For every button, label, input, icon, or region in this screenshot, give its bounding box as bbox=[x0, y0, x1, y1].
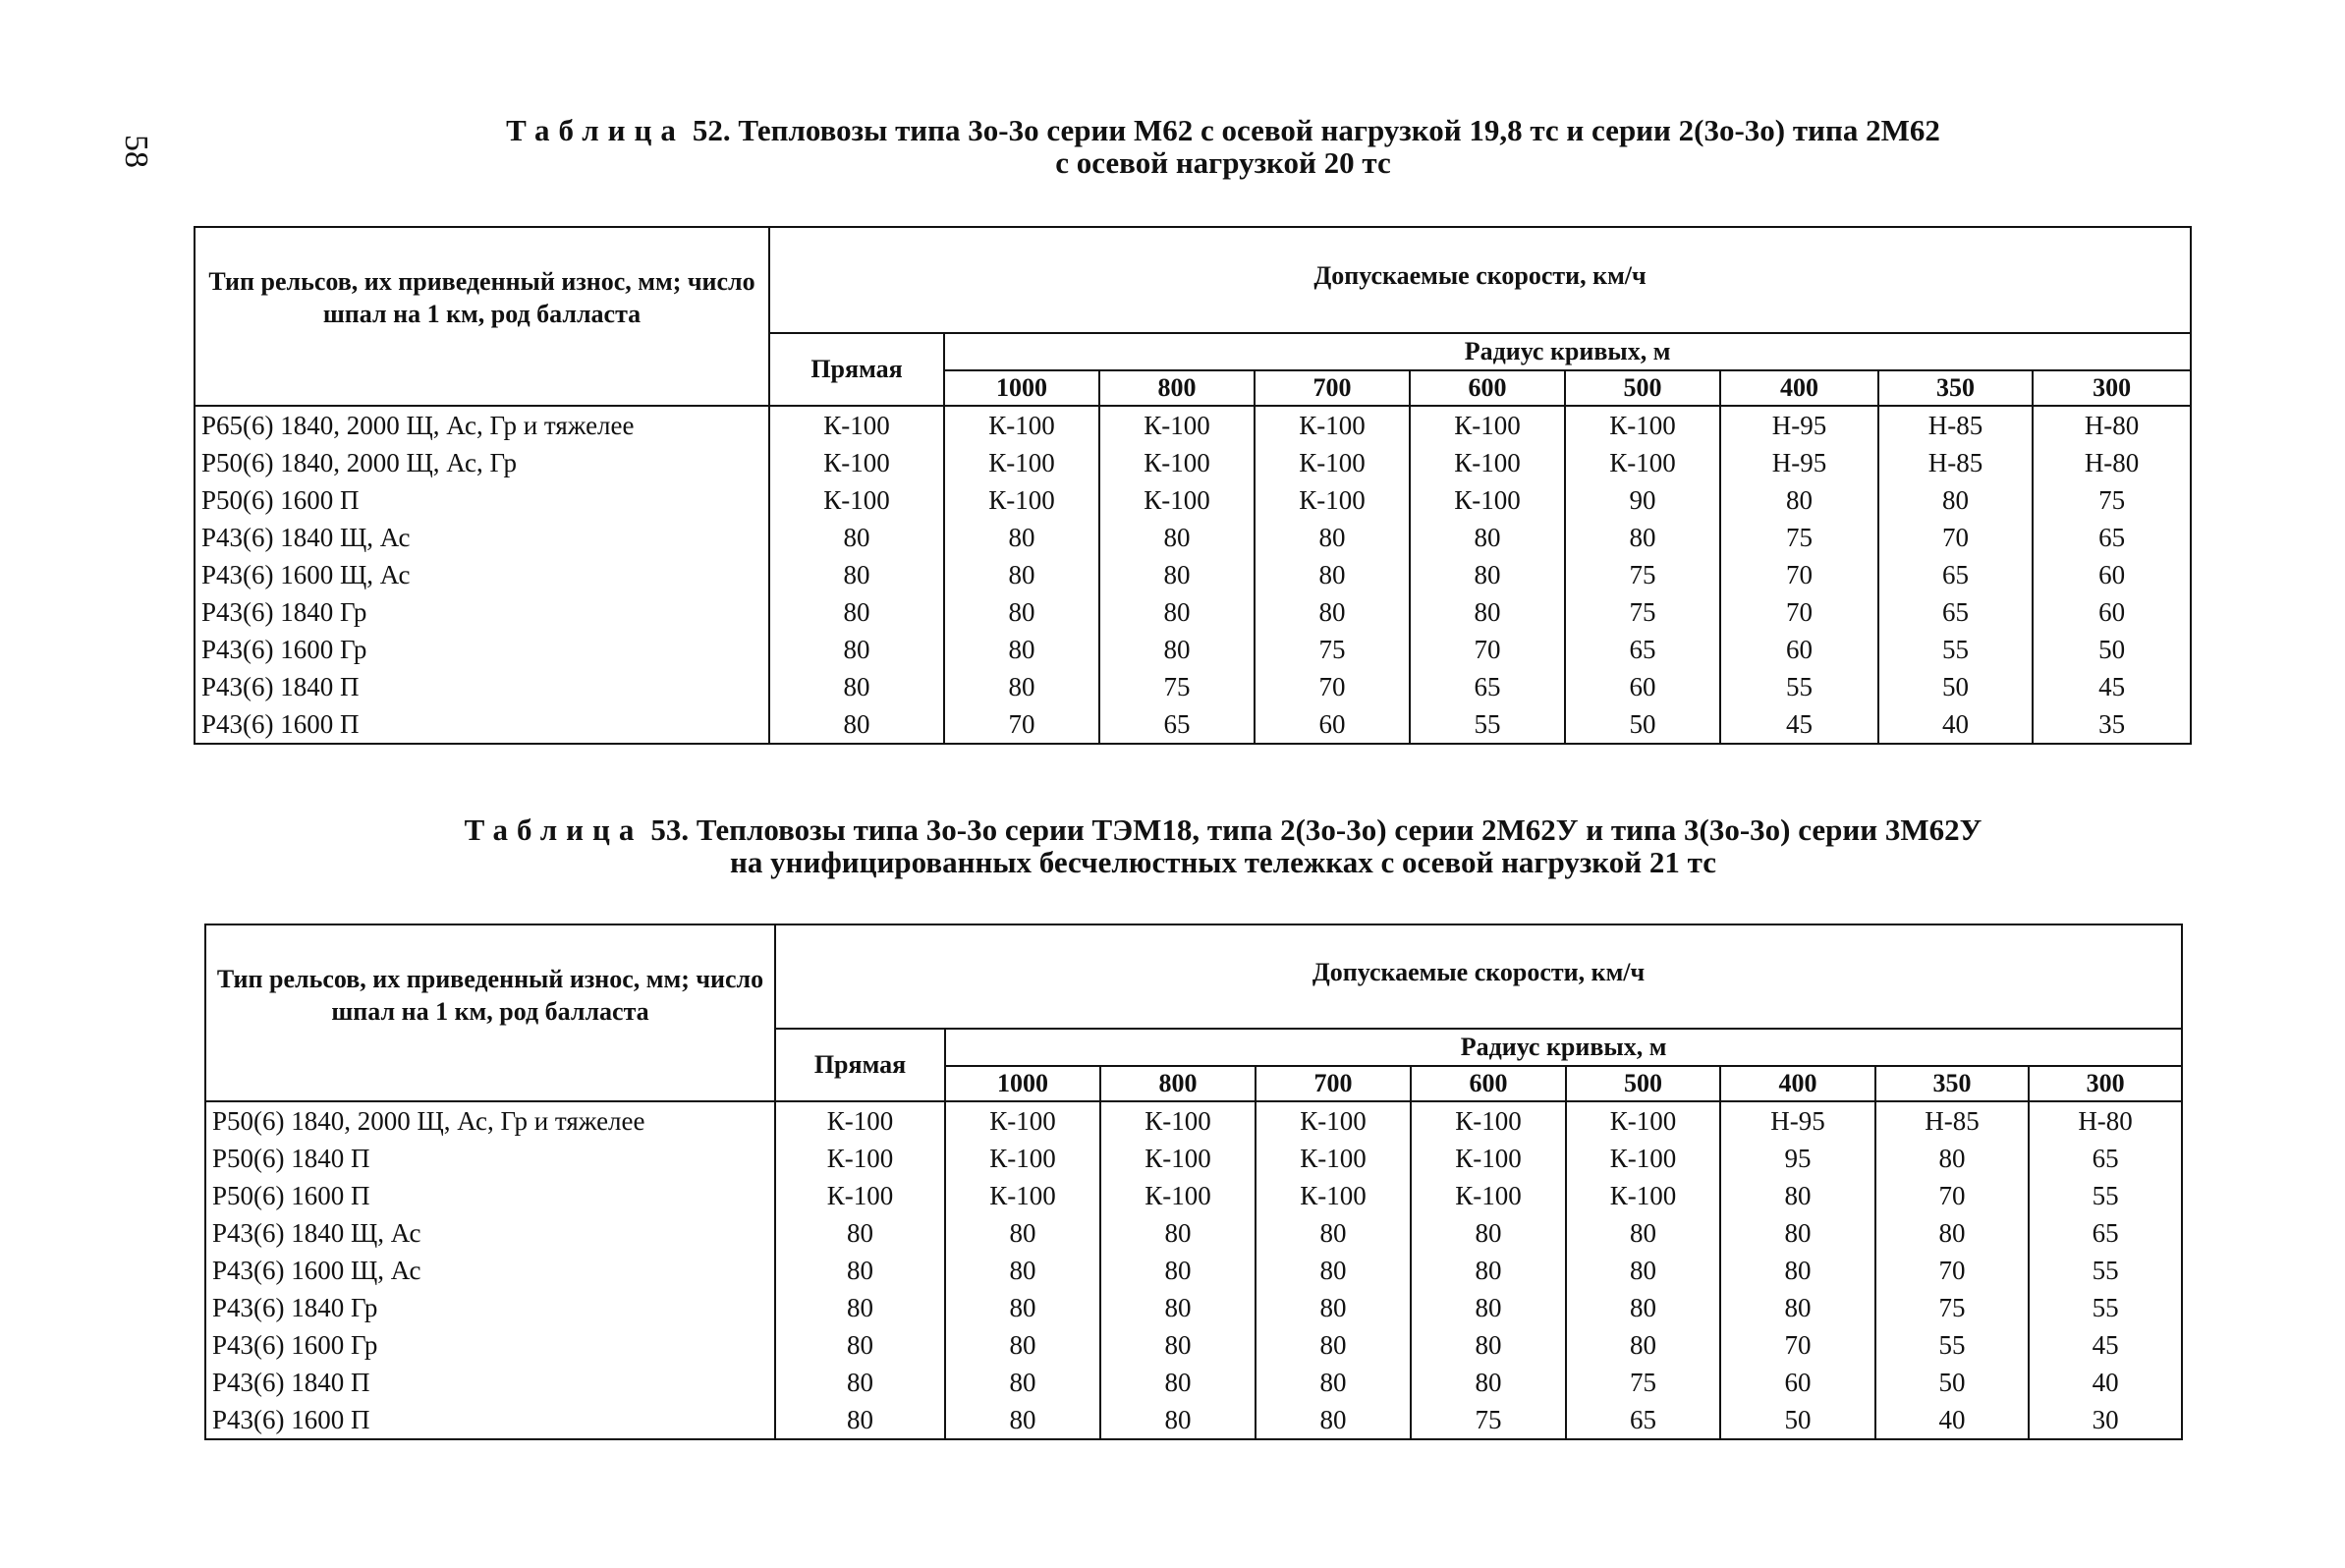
rail-type-cell: Р50(6) 1840, 2000 Щ, Ас, Гр и тяжелее bbox=[205, 1101, 775, 1140]
curve-speed-cell: Н-85 bbox=[1878, 406, 2033, 444]
curve-speed-cell: 80 bbox=[1256, 1364, 1411, 1401]
curve-speed-cell: Н-80 bbox=[2033, 444, 2191, 481]
curve-speed-cell: 75 bbox=[1720, 519, 1878, 556]
curve-speed-cell: 80 bbox=[1099, 631, 1255, 668]
curve-speed-cell: 70 bbox=[1720, 556, 1878, 593]
curve-speed-cell: 80 bbox=[1411, 1364, 1566, 1401]
rail-type-cell: Р43(6) 1600 П bbox=[205, 1401, 775, 1439]
curve-speed-cell: 75 bbox=[1875, 1289, 2029, 1326]
curve-speed-cell: К-100 bbox=[1410, 406, 1565, 444]
table-row bbox=[205, 1177, 2182, 1214]
curve-speed-cell: 80 bbox=[1255, 593, 1410, 631]
straight-speed-cell: К-100 bbox=[775, 1177, 945, 1214]
curve-speed-cell: 75 bbox=[1411, 1401, 1566, 1439]
curve-speed-cell: К-100 bbox=[944, 481, 1099, 519]
curve-speed-cell: 65 bbox=[1410, 668, 1565, 705]
table-row bbox=[195, 631, 2191, 668]
curve-speed-cell: 80 bbox=[1720, 481, 1878, 519]
curve-speed-cell: 80 bbox=[1875, 1214, 2029, 1252]
speed-table-53 bbox=[204, 924, 2183, 1440]
curve-speed-cell: 95 bbox=[1720, 1140, 1875, 1177]
radius-300-header: 300 bbox=[2029, 1066, 2182, 1101]
curve-speed-cell: 35 bbox=[2033, 705, 2191, 744]
curve-speed-cell: 80 bbox=[1720, 1214, 1875, 1252]
straight-speed-cell: К-100 bbox=[769, 481, 944, 519]
curve-speed-cell: 80 bbox=[1411, 1326, 1566, 1364]
curve-speed-cell: 70 bbox=[1875, 1252, 2029, 1289]
curve-speed-cell: К-100 bbox=[1411, 1177, 1566, 1214]
curve-speed-cell: 80 bbox=[1566, 1214, 1720, 1252]
curve-radius-header: Радиус кривых, м bbox=[944, 333, 2191, 370]
curve-speed-cell: 80 bbox=[1256, 1326, 1411, 1364]
curve-speed-cell: 60 bbox=[2033, 593, 2191, 631]
straight-track-header: Прямая bbox=[769, 333, 944, 406]
table-53-caption-line-2: на унифицированных бесчелюстных тележках с осевой нагрузкой 21 тс bbox=[730, 845, 1716, 879]
curve-speed-cell: 80 bbox=[1100, 1252, 1256, 1289]
curve-speed-cell: 80 bbox=[1100, 1289, 1256, 1326]
curve-speed-cell: 55 bbox=[2029, 1252, 2182, 1289]
curve-speed-cell: К-100 bbox=[1255, 406, 1410, 444]
curve-speed-cell: 50 bbox=[1720, 1401, 1875, 1439]
straight-speed-cell: 80 bbox=[769, 668, 944, 705]
table-52-caption-line-2: с осевой нагрузкой 20 тс bbox=[1055, 145, 1391, 180]
rail-type-cell: Р65(6) 1840, 2000 Щ, Ас, Гр и тяжелее bbox=[195, 406, 769, 444]
curve-speed-cell: 75 bbox=[1565, 593, 1720, 631]
curve-speed-cell: К-100 bbox=[1256, 1177, 1411, 1214]
radius-700-header: 700 bbox=[1256, 1066, 1411, 1101]
rail-type-cell: Р43(6) 1840 Щ, Ас bbox=[195, 519, 769, 556]
curve-speed-cell: 80 bbox=[1878, 481, 2033, 519]
radius-600-header: 600 bbox=[1410, 370, 1565, 406]
curve-speed-cell: 30 bbox=[2029, 1401, 2182, 1439]
curve-speed-cell: 80 bbox=[1256, 1214, 1411, 1252]
curve-speed-cell: К-100 bbox=[1099, 481, 1255, 519]
curve-speed-cell: 80 bbox=[1255, 519, 1410, 556]
rail-type-header: Тип рельсов, их приведенный износ, мм; число шпал на 1 км, род балласта bbox=[205, 924, 775, 1101]
curve-speed-cell: К-100 bbox=[1566, 1177, 1720, 1214]
curve-speed-cell: 80 bbox=[1566, 1289, 1720, 1326]
rail-type-cell: Р43(6) 1840 П bbox=[205, 1364, 775, 1401]
curve-speed-cell: 80 bbox=[1411, 1289, 1566, 1326]
curve-speed-cell: 55 bbox=[2029, 1289, 2182, 1326]
straight-speed-cell: К-100 bbox=[769, 406, 944, 444]
curve-speed-cell: 80 bbox=[1411, 1214, 1566, 1252]
rail-type-cell: Р50(6) 1600 П bbox=[195, 481, 769, 519]
curve-speed-cell: 80 bbox=[1410, 556, 1565, 593]
table-row bbox=[195, 593, 2191, 631]
curve-speed-cell: 80 bbox=[1100, 1364, 1256, 1401]
curve-speed-cell: 75 bbox=[1566, 1364, 1720, 1401]
rail-type-cell: Р50(6) 1840, 2000 Щ, Ас, Гр bbox=[195, 444, 769, 481]
curve-speed-cell: 80 bbox=[1255, 556, 1410, 593]
table-row bbox=[205, 1101, 2182, 1140]
table-row bbox=[195, 444, 2191, 481]
curve-speed-cell: 65 bbox=[2029, 1214, 2182, 1252]
curve-speed-cell: К-100 bbox=[944, 444, 1099, 481]
straight-speed-cell: К-100 bbox=[775, 1101, 945, 1140]
curve-speed-cell: 80 bbox=[945, 1326, 1100, 1364]
curve-speed-cell: 70 bbox=[944, 705, 1099, 744]
curve-speed-cell: К-100 bbox=[1100, 1101, 1256, 1140]
rail-type-cell: Р43(6) 1840 Щ, Ас bbox=[205, 1214, 775, 1252]
curve-speed-cell: 40 bbox=[1875, 1401, 2029, 1439]
curve-speed-cell: 80 bbox=[1566, 1252, 1720, 1289]
curve-speed-cell: 80 bbox=[945, 1252, 1100, 1289]
curve-speed-cell: 50 bbox=[2033, 631, 2191, 668]
radius-1000-header: 1000 bbox=[944, 370, 1099, 406]
curve-speed-cell: 45 bbox=[2033, 668, 2191, 705]
curve-speed-cell: 40 bbox=[1878, 705, 2033, 744]
straight-speed-cell: К-100 bbox=[769, 444, 944, 481]
curve-speed-cell: 80 bbox=[944, 668, 1099, 705]
curve-speed-cell: К-100 bbox=[945, 1101, 1100, 1140]
curve-speed-cell: 70 bbox=[1255, 668, 1410, 705]
straight-speed-cell: К-100 bbox=[775, 1140, 945, 1177]
curve-speed-cell: К-100 bbox=[944, 406, 1099, 444]
curve-speed-cell: 60 bbox=[1720, 1364, 1875, 1401]
curve-speed-cell: 75 bbox=[1255, 631, 1410, 668]
rail-type-cell: Р43(6) 1840 Гр bbox=[195, 593, 769, 631]
curve-speed-cell: 65 bbox=[1565, 631, 1720, 668]
straight-speed-cell: 80 bbox=[769, 631, 944, 668]
curve-speed-cell: К-100 bbox=[1566, 1140, 1720, 1177]
curve-speed-cell: 75 bbox=[1565, 556, 1720, 593]
allowed-speeds-header: Допускаемые скорости, км/ч bbox=[775, 924, 2182, 1029]
table-row bbox=[195, 481, 2191, 519]
table-row bbox=[205, 1252, 2182, 1289]
curve-speed-cell: 80 bbox=[944, 593, 1099, 631]
curve-speed-cell: 55 bbox=[1720, 668, 1878, 705]
curve-speed-cell: К-100 bbox=[1100, 1140, 1256, 1177]
curve-speed-cell: 80 bbox=[945, 1364, 1100, 1401]
radius-350-header: 350 bbox=[1878, 370, 2033, 406]
curve-speed-cell: К-100 bbox=[1410, 444, 1565, 481]
curve-speed-cell: К-100 bbox=[1100, 1177, 1256, 1214]
curve-speed-cell: Н-95 bbox=[1720, 444, 1878, 481]
radius-500-header: 500 bbox=[1566, 1066, 1720, 1101]
curve-speed-cell: 60 bbox=[1565, 668, 1720, 705]
curve-speed-cell: 70 bbox=[1720, 593, 1878, 631]
curve-speed-cell: 80 bbox=[1410, 519, 1565, 556]
curve-speed-cell: 60 bbox=[2033, 556, 2191, 593]
curve-speed-cell: 80 bbox=[1099, 556, 1255, 593]
curve-speed-cell: К-100 bbox=[1565, 444, 1720, 481]
curve-speed-cell: 45 bbox=[1720, 705, 1878, 744]
curve-speed-cell: 80 bbox=[945, 1401, 1100, 1439]
radius-1000-header: 1000 bbox=[945, 1066, 1100, 1101]
straight-speed-cell: 80 bbox=[775, 1214, 945, 1252]
curve-speed-cell: 80 bbox=[1720, 1289, 1875, 1326]
curve-speed-cell: Н-85 bbox=[1878, 444, 2033, 481]
table-row bbox=[195, 668, 2191, 705]
curve-speed-cell: 70 bbox=[1878, 519, 2033, 556]
radius-300-header: 300 bbox=[2033, 370, 2191, 406]
curve-speed-cell: 80 bbox=[1099, 519, 1255, 556]
curve-speed-cell: 70 bbox=[1410, 631, 1565, 668]
curve-speed-cell: К-100 bbox=[1566, 1101, 1720, 1140]
curve-speed-cell: К-100 bbox=[1256, 1101, 1411, 1140]
radius-600-header: 600 bbox=[1411, 1066, 1566, 1101]
straight-speed-cell: 80 bbox=[769, 705, 944, 744]
curve-speed-cell: 70 bbox=[1720, 1326, 1875, 1364]
curve-speed-cell: 80 bbox=[944, 519, 1099, 556]
table-52-caption-line-1 bbox=[147, 114, 2299, 146]
curve-speed-cell: К-100 bbox=[1255, 444, 1410, 481]
curve-speed-cell: 65 bbox=[2033, 519, 2191, 556]
curve-speed-cell: К-100 bbox=[1099, 406, 1255, 444]
straight-speed-cell: 80 bbox=[769, 519, 944, 556]
radius-400-header: 400 bbox=[1720, 370, 1878, 406]
straight-speed-cell: 80 bbox=[775, 1252, 945, 1289]
table-row bbox=[205, 1289, 2182, 1326]
page-number: 58 bbox=[118, 135, 154, 168]
curve-speed-cell: 65 bbox=[1566, 1401, 1720, 1439]
curve-speed-cell: Н-95 bbox=[1720, 406, 1878, 444]
table-52-caption-title: 52. Тепловозы типа 3о-3о серии М62 с осевой нагрузкой 19,8 тс и серии 2(3о-3о) типа 2М62 bbox=[692, 113, 1940, 147]
rail-type-cell: Р43(6) 1600 Щ, Ас bbox=[205, 1252, 775, 1289]
allowed-speeds-header: Допускаемые скорости, км/ч bbox=[769, 227, 2191, 333]
rail-type-header: Тип рельсов, их приведенный износ, мм; число шпал на 1 км, род балласта bbox=[195, 227, 769, 406]
curve-speed-cell: 80 bbox=[1410, 593, 1565, 631]
curve-speed-cell: 80 bbox=[1875, 1140, 2029, 1177]
curve-speed-cell: К-100 bbox=[1410, 481, 1565, 519]
curve-speed-cell: К-100 bbox=[945, 1177, 1100, 1214]
table-row bbox=[205, 1140, 2182, 1177]
curve-speed-cell: 80 bbox=[1256, 1401, 1411, 1439]
table-row bbox=[195, 519, 2191, 556]
curve-speed-cell: 60 bbox=[1255, 705, 1410, 744]
curve-speed-cell: К-100 bbox=[1099, 444, 1255, 481]
curve-speed-cell: 70 bbox=[1875, 1177, 2029, 1214]
straight-speed-cell: 80 bbox=[775, 1326, 945, 1364]
curve-speed-cell: 80 bbox=[1100, 1326, 1256, 1364]
curve-speed-cell: 80 bbox=[944, 631, 1099, 668]
table-52-caption bbox=[147, 114, 2299, 179]
radius-700-header: 700 bbox=[1255, 370, 1410, 406]
curve-speed-cell: 80 bbox=[945, 1214, 1100, 1252]
straight-speed-cell: 80 bbox=[769, 556, 944, 593]
curve-speed-cell: 80 bbox=[1256, 1289, 1411, 1326]
curve-speed-cell: К-100 bbox=[945, 1140, 1100, 1177]
curve-speed-cell: 65 bbox=[1878, 556, 2033, 593]
curve-speed-cell: 65 bbox=[1099, 705, 1255, 744]
curve-speed-cell: 80 bbox=[1099, 593, 1255, 631]
table-53-caption-line-1 bbox=[147, 813, 2299, 846]
curve-radius-header: Радиус кривых, м bbox=[945, 1029, 2182, 1066]
curve-speed-cell: 90 bbox=[1565, 481, 1720, 519]
curve-speed-cell: 80 bbox=[1566, 1326, 1720, 1364]
curve-speed-cell: 80 bbox=[1100, 1401, 1256, 1439]
curve-speed-cell: 80 bbox=[1720, 1177, 1875, 1214]
straight-speed-cell: 80 bbox=[775, 1364, 945, 1401]
radius-800-header: 800 bbox=[1100, 1066, 1256, 1101]
rail-type-cell: Р50(6) 1600 П bbox=[205, 1177, 775, 1214]
straight-track-header: Прямая bbox=[775, 1029, 945, 1101]
table-row bbox=[205, 1364, 2182, 1401]
curve-speed-cell: 75 bbox=[1099, 668, 1255, 705]
curve-speed-cell: 65 bbox=[2029, 1140, 2182, 1177]
straight-speed-cell: 80 bbox=[775, 1289, 945, 1326]
curve-speed-cell: 40 bbox=[2029, 1364, 2182, 1401]
curve-speed-cell: 65 bbox=[1878, 593, 2033, 631]
table-53-caption-title: 53. Тепловозы типа 3о-3о серии ТЭМ18, типа 2(3о-3о) серии 2М62У и типа 3(3о-3о) серии 3М62У bbox=[650, 812, 1982, 847]
table-52-caption-lead: Таблица bbox=[506, 113, 685, 147]
curve-speed-cell: 80 bbox=[945, 1289, 1100, 1326]
rail-type-cell: Р50(6) 1840 П bbox=[205, 1140, 775, 1177]
table-row bbox=[205, 1401, 2182, 1439]
curve-speed-cell: 60 bbox=[1720, 631, 1878, 668]
rail-type-cell: Р43(6) 1600 Гр bbox=[205, 1326, 775, 1364]
straight-speed-cell: 80 bbox=[775, 1401, 945, 1439]
radius-800-header: 800 bbox=[1099, 370, 1255, 406]
curve-speed-cell: 45 bbox=[2029, 1326, 2182, 1364]
table-53-caption-lead: Таблица bbox=[464, 812, 643, 847]
curve-speed-cell: 75 bbox=[2033, 481, 2191, 519]
curve-speed-cell: 80 bbox=[1256, 1252, 1411, 1289]
table-row bbox=[195, 406, 2191, 444]
curve-speed-cell: К-100 bbox=[1565, 406, 1720, 444]
table-row bbox=[205, 1214, 2182, 1252]
curve-speed-cell: 80 bbox=[1565, 519, 1720, 556]
curve-speed-cell: 80 bbox=[1720, 1252, 1875, 1289]
curve-speed-cell: К-100 bbox=[1256, 1140, 1411, 1177]
curve-speed-cell: 50 bbox=[1878, 668, 2033, 705]
curve-speed-cell: Н-85 bbox=[1875, 1101, 2029, 1140]
curve-speed-cell: 55 bbox=[1875, 1326, 2029, 1364]
radius-400-header: 400 bbox=[1720, 1066, 1875, 1101]
rail-type-cell: Р43(6) 1840 Гр bbox=[205, 1289, 775, 1326]
curve-speed-cell: 80 bbox=[944, 556, 1099, 593]
radius-350-header: 350 bbox=[1875, 1066, 2029, 1101]
table-row bbox=[195, 705, 2191, 744]
speed-table-52 bbox=[194, 226, 2192, 745]
curve-speed-cell: Н-80 bbox=[2033, 406, 2191, 444]
curve-speed-cell: К-100 bbox=[1411, 1140, 1566, 1177]
table-row bbox=[195, 556, 2191, 593]
curve-speed-cell: 80 bbox=[1411, 1252, 1566, 1289]
rail-type-cell: Р43(6) 1600 Гр bbox=[195, 631, 769, 668]
table-row bbox=[205, 1326, 2182, 1364]
curve-speed-cell: Н-80 bbox=[2029, 1101, 2182, 1140]
rail-type-cell: Р43(6) 1840 П bbox=[195, 668, 769, 705]
curve-speed-cell: К-100 bbox=[1255, 481, 1410, 519]
curve-speed-cell: 50 bbox=[1875, 1364, 2029, 1401]
curve-speed-cell: Н-95 bbox=[1720, 1101, 1875, 1140]
radius-500-header: 500 bbox=[1565, 370, 1720, 406]
curve-speed-cell: 80 bbox=[1100, 1214, 1256, 1252]
curve-speed-cell: К-100 bbox=[1411, 1101, 1566, 1140]
straight-speed-cell: 80 bbox=[769, 593, 944, 631]
rail-type-cell: Р43(6) 1600 П bbox=[195, 705, 769, 744]
curve-speed-cell: 50 bbox=[1565, 705, 1720, 744]
curve-speed-cell: 55 bbox=[1410, 705, 1565, 744]
curve-speed-cell: 55 bbox=[1878, 631, 2033, 668]
curve-speed-cell: 55 bbox=[2029, 1177, 2182, 1214]
table-53-caption bbox=[147, 813, 2299, 878]
rail-type-cell: Р43(6) 1600 Щ, Ас bbox=[195, 556, 769, 593]
